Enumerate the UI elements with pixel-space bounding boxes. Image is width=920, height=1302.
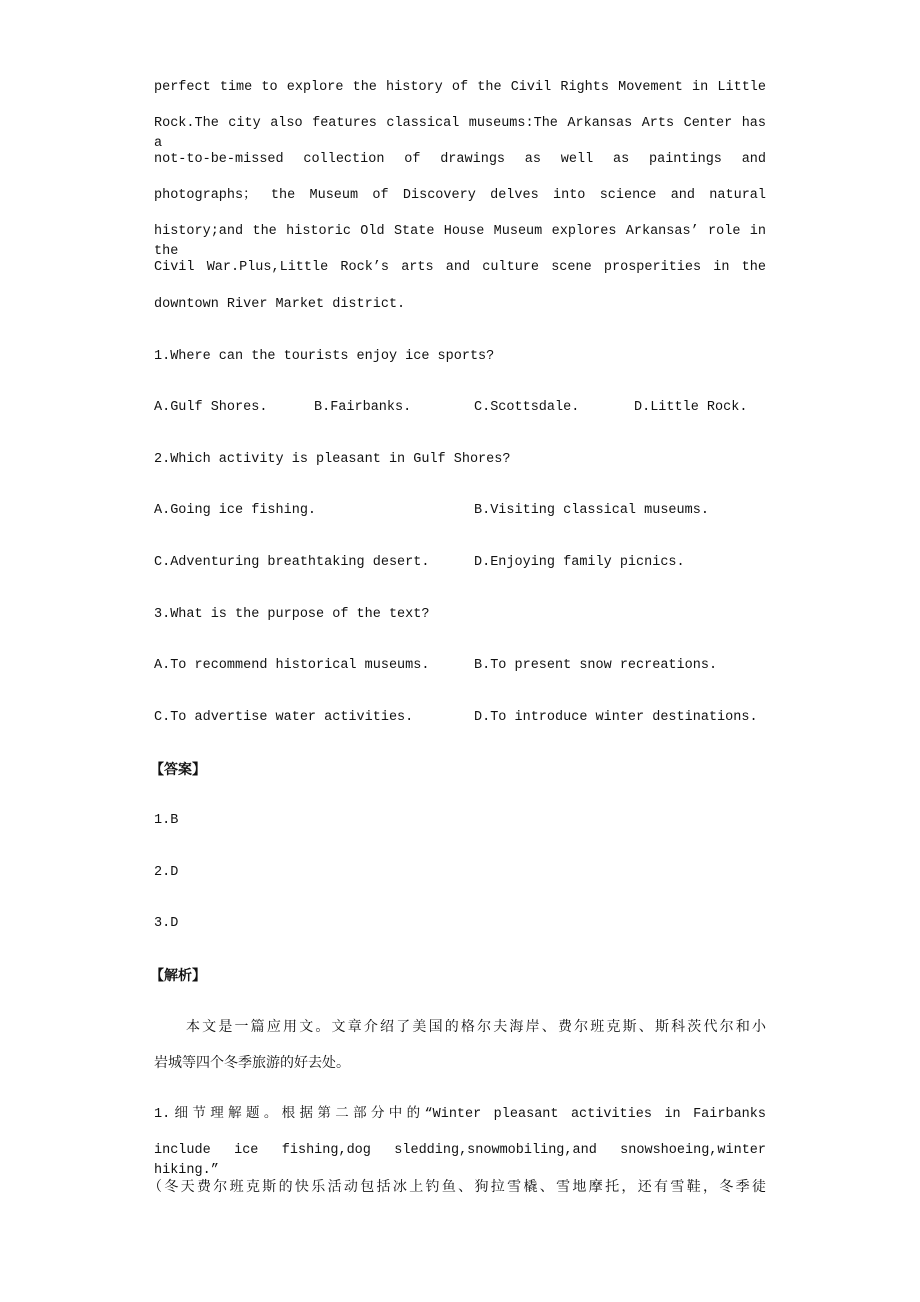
option-a: A.To recommend historical museums. [154,658,430,673]
detail-line: include ice fishing,dog sledding,snowmobiling,and snowshoeing,winter hiking.” [154,1143,766,1178]
option-b: B.Visiting classical museums. [474,503,709,518]
option-b: B.Fairbanks. [314,400,412,415]
detail-line: 1.细节理解题。根据第二部分中的“Winter pleasant activities in Fairbanks [154,1107,766,1122]
analysis-line: 本文是一篇应用文。文章介绍了美国的格尔夫海岸、费尔班克斯、斯科茨代尔和小 [186,1019,766,1035]
option-c: C.Scottsdale. [474,400,580,415]
passage-line: not-to-be-missed collection of drawings as well as paintings and [154,152,766,167]
passage-line: history;and the historic Old State House Museum explores Arkansas’ role in the [154,224,766,259]
analysis-line: 岩城等四个冬季旅游的好去处。 [154,1055,350,1071]
option-d: D.To introduce winter destinations. [474,710,758,725]
detail-line: （冬天费尔班克斯的快乐活动包括冰上钓鱼、狗拉雪橇、雪地摩托，还有雪鞋，冬季徒 [148,1179,766,1195]
answer-heading: 【答案】 [150,762,206,778]
option-d: D.Little Rock. [634,400,748,415]
answer-item: 2.D [154,865,179,880]
question-stem: 3.What is the purpose of the text? [154,607,430,622]
passage-line: Rock.The city also features classical museums:The Arkansas Arts Center has a [154,116,766,151]
analysis-heading: 【解析】 [150,968,206,984]
option-c: C.To advertise water activities. [154,710,414,725]
passage-line: photographs； the Museum of Discovery delves into science and natural [154,188,766,203]
question-stem: 1.Where can the tourists enjoy ice sports? [154,349,495,364]
passage-line: Civil War.Plus,Little Rock’s arts and culture scene prosperities in the [154,260,766,275]
option-b: B.To present snow recreations. [474,658,718,673]
answer-item: 1.B [154,813,179,828]
passage-line: perfect time to explore the history of the Civil Rights Movement in Little [154,80,766,95]
passage-line: downtown River Market district. [154,297,406,312]
option-a: A.Gulf Shores. [154,400,268,415]
option-d: D.Enjoying family picnics. [474,555,685,570]
option-a: A.Going ice fishing. [154,503,317,518]
answer-item: 3.D [154,916,179,931]
option-c: C.Adventuring breathtaking desert. [154,555,430,570]
question-stem: 2.Which activity is pleasant in Gulf Shores? [154,452,511,467]
